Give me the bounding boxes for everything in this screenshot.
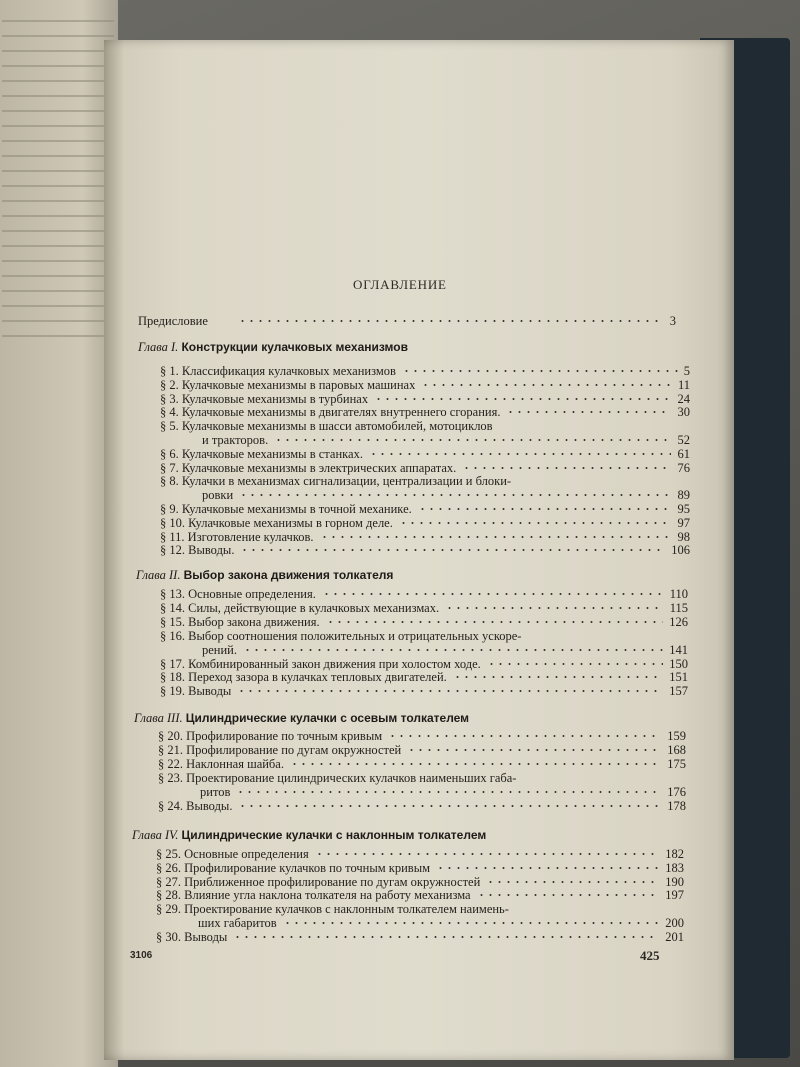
toc-entry-label: ровки — [202, 488, 234, 503]
chapter-number: Глава II. — [136, 568, 181, 582]
toc-entry-label: § 9. Кулачковые механизмы в точной механике. — [160, 502, 412, 516]
toc-entry — [160, 502, 690, 517]
toc-entry-label: § 16. Выбор соотношения положительных и отрицательных ускоре- — [160, 628, 522, 643]
leader-dots — [233, 936, 659, 938]
leader-dots — [236, 791, 661, 793]
toc-entry — [156, 847, 684, 862]
chapter-heading — [134, 711, 469, 726]
leader-dots — [320, 536, 671, 538]
toc-entry-page: 168 — [667, 742, 686, 757]
toc-entry-label: § 20. Профилирование по точным кривым — [158, 729, 383, 743]
toc-entry-page: 200 — [665, 916, 684, 930]
toc-entry — [200, 785, 686, 800]
toc-entry-label: § 2. Кулачковые механизмы в паровых машинах — [160, 377, 416, 392]
leader-dots — [237, 690, 663, 692]
chapter-number: Глава IV. — [132, 828, 179, 842]
chapter-title: Выбор закона движения толкателя — [183, 568, 394, 582]
toc-entry — [198, 916, 684, 931]
toc-entry — [160, 629, 688, 644]
leader-dots — [487, 663, 663, 665]
toc-entry-label: § 11. Изготовление кулачков. — [160, 529, 314, 544]
leader-dots — [274, 439, 671, 441]
toc-entry-label: § 14. Силы, действующие в кулачковых механизмах. — [160, 600, 440, 615]
toc-entry-page: 30 — [677, 405, 690, 420]
leader-dots — [374, 398, 671, 400]
toc-entry-label: рений. — [202, 642, 237, 657]
leader-dots — [315, 853, 659, 855]
toc-entry — [156, 861, 684, 876]
toc-entry-label: § 29. Проектирование кулачков с наклонным толкателем наимень- — [156, 902, 509, 917]
leader-dots — [243, 649, 663, 651]
toc-entry-page: 175 — [667, 756, 686, 771]
toc-entry-label: § 23. Проектирование цилиндрических кулачков наименьших габа- — [158, 770, 517, 785]
leader-dots — [506, 411, 671, 413]
toc-entry-label: § 5. Кулачковые механизмы в шасси автомобилей, мотоциклов — [160, 419, 493, 434]
toc-entry — [156, 902, 684, 917]
toc-entry — [160, 392, 690, 407]
toc-entry-label: § 30. Выводы — [156, 929, 228, 944]
toc-entry — [160, 447, 690, 462]
toc-preface-label: Предисловие — [138, 314, 208, 328]
toc-entry-label: § 19. Выводы — [160, 684, 232, 699]
chapter-heading — [136, 568, 393, 583]
toc-entry-page: 95 — [677, 502, 690, 516]
toc-entry-page: 115 — [669, 600, 688, 615]
toc-entry — [156, 888, 684, 903]
toc-entry-label: § 17. Комбинированный закон движения при холостом ходе. — [160, 656, 481, 671]
toc-entry — [156, 875, 684, 890]
toc-entry-label: § 1. Классификация кулачковых механизмов — [160, 364, 396, 378]
toc-entry-label: § 28. Влияние угла наклона толкателя на работу механизма — [156, 888, 471, 903]
left-page — [0, 0, 118, 1067]
signature-mark: 3106 — [130, 950, 153, 961]
toc-entry-page: 190 — [665, 874, 684, 889]
toc-entry-label: § 6. Кулачковые механизмы в станках. — [160, 446, 363, 461]
toc-entry-page: 178 — [667, 798, 686, 813]
toc-entry-page: 106 — [671, 543, 690, 558]
chapter-number: Глава III. — [134, 711, 183, 725]
toc-entry — [202, 433, 690, 448]
toc-entry — [160, 405, 690, 420]
toc-preface-page: 3 — [669, 314, 676, 328]
toc-entry-page: 126 — [669, 614, 688, 629]
toc-entry-page: 141 — [669, 642, 688, 657]
toc-entry-page: 151 — [669, 670, 688, 685]
toc-entry — [158, 743, 686, 758]
toc-entry-page: 76 — [677, 460, 690, 475]
toc-entry-page: 52 — [677, 433, 690, 447]
toc-entry-label: ших габаритов — [198, 916, 277, 930]
toc-entry-page: 150 — [669, 656, 688, 671]
leader-dots — [290, 763, 661, 765]
toc-entry-label: § 10. Кулачковые механизмы в горном деле. — [160, 515, 393, 530]
leader-dots — [453, 676, 663, 678]
toc-entry-page: 201 — [665, 929, 684, 944]
leader-dots — [402, 370, 678, 372]
toc-entry-page: 159 — [667, 729, 686, 743]
leader-dots — [445, 607, 664, 609]
toc-entry-page: 5 — [683, 364, 690, 378]
toc-entry — [160, 601, 688, 616]
chapter-number: Глава I. — [138, 340, 179, 354]
toc-entry — [160, 474, 690, 489]
leader-dots — [399, 522, 671, 524]
leader-dots — [369, 453, 671, 455]
toc-entry-label: и тракторов. — [202, 433, 269, 447]
toc-entry — [160, 587, 688, 602]
toc-entry-label: § 25. Основные определения — [156, 847, 309, 861]
chapter-heading — [138, 340, 408, 355]
page-spine-shadow — [104, 40, 124, 1060]
toc-entry-label: ритов — [200, 784, 231, 799]
page-title: ОГЛАВЛЕНИЕ — [353, 277, 447, 292]
leader-dots — [283, 922, 659, 924]
toc-entry-label: § 24. Выводы. — [158, 798, 233, 813]
chapter-title: Цилиндрические кулачки с наклонным толкателем — [181, 828, 487, 842]
toc-entry — [160, 461, 690, 476]
leader-dots — [407, 749, 661, 751]
toc-entry — [160, 543, 690, 558]
toc-entry — [160, 419, 690, 434]
toc-entry-label: § 13. Основные определения. — [160, 587, 316, 601]
toc-entry-page: 110 — [669, 587, 688, 601]
toc-entry-label: § 18. Переход зазора в кулачках тепловых двигателей. — [160, 670, 447, 685]
toc-preface — [138, 314, 676, 329]
leader-dots — [238, 805, 661, 807]
page-number: 425 — [640, 948, 660, 963]
chapter-title: Цилиндрические кулачки с осевым толкателем — [185, 711, 470, 725]
toc-entry — [160, 378, 690, 393]
leader-dots — [388, 735, 661, 737]
leader-dots — [239, 494, 671, 496]
toc-entry — [160, 364, 690, 379]
toc-entry-page: 176 — [667, 784, 686, 799]
toc-entry — [158, 757, 686, 772]
toc-entry — [160, 516, 690, 531]
toc-entry-label: § 4. Кулачковые механизмы в двигателях внутреннего сгорания. — [160, 405, 501, 420]
toc-entry-page: 11 — [677, 377, 690, 392]
toc-entry-label: § 8. Кулачки в механизмах сигнализации, централизации и блоки- — [160, 474, 512, 489]
toc-entry — [160, 530, 690, 545]
toc-entry — [202, 643, 688, 658]
toc-entry-page: 61 — [677, 446, 690, 461]
toc-entry-page: 97 — [677, 515, 690, 530]
toc-entry-page: 98 — [677, 529, 690, 544]
toc-entry — [160, 615, 688, 630]
toc-entry-label: § 26. Профилирование кулачков по точным кривым — [156, 860, 431, 875]
leader-dots — [326, 621, 663, 623]
leader-dots — [436, 867, 659, 869]
leader-dots — [240, 549, 665, 551]
toc-entry — [156, 930, 684, 945]
leader-dots — [322, 593, 664, 595]
leader-dots — [238, 320, 658, 322]
leader-dots — [462, 467, 671, 469]
toc-entry-page: 182 — [665, 847, 684, 861]
leader-dots — [421, 384, 672, 386]
toc-entry — [160, 670, 688, 685]
toc-entry — [158, 729, 686, 744]
toc-entry-label: § 7. Кулачковые механизмы в электрических аппаратах. — [160, 460, 457, 475]
toc-entry — [158, 771, 686, 786]
toc-entry — [158, 799, 686, 814]
toc-entry — [202, 488, 690, 503]
toc-entry-page: 157 — [669, 684, 688, 699]
leader-dots — [477, 894, 659, 896]
leader-dots — [418, 508, 671, 510]
toc-entry — [160, 684, 688, 699]
toc-entry-page: 197 — [665, 888, 684, 903]
toc-entry-page: 24 — [677, 391, 690, 406]
toc-entry-label: § 12. Выводы. — [160, 543, 235, 558]
toc-entry-label: § 15. Выбор закона движения. — [160, 614, 320, 629]
toc-entry-label: § 27. Приближенное профилирование по дугам окружностей — [156, 874, 481, 889]
toc-entry-page: 89 — [677, 488, 690, 503]
toc-entry-page: 183 — [665, 860, 684, 875]
leader-dots — [486, 881, 659, 883]
chapter-heading — [132, 828, 486, 843]
toc-entry-label: § 22. Наклонная шайба. — [158, 756, 284, 771]
toc-entry-label: § 3. Кулачковые механизмы в турбинах — [160, 391, 369, 406]
toc-entry-label: § 21. Профилирование по дугам окружностей — [158, 742, 402, 757]
toc-entry — [160, 657, 688, 672]
chapter-title: Конструкции кулачковых механизмов — [181, 340, 408, 354]
